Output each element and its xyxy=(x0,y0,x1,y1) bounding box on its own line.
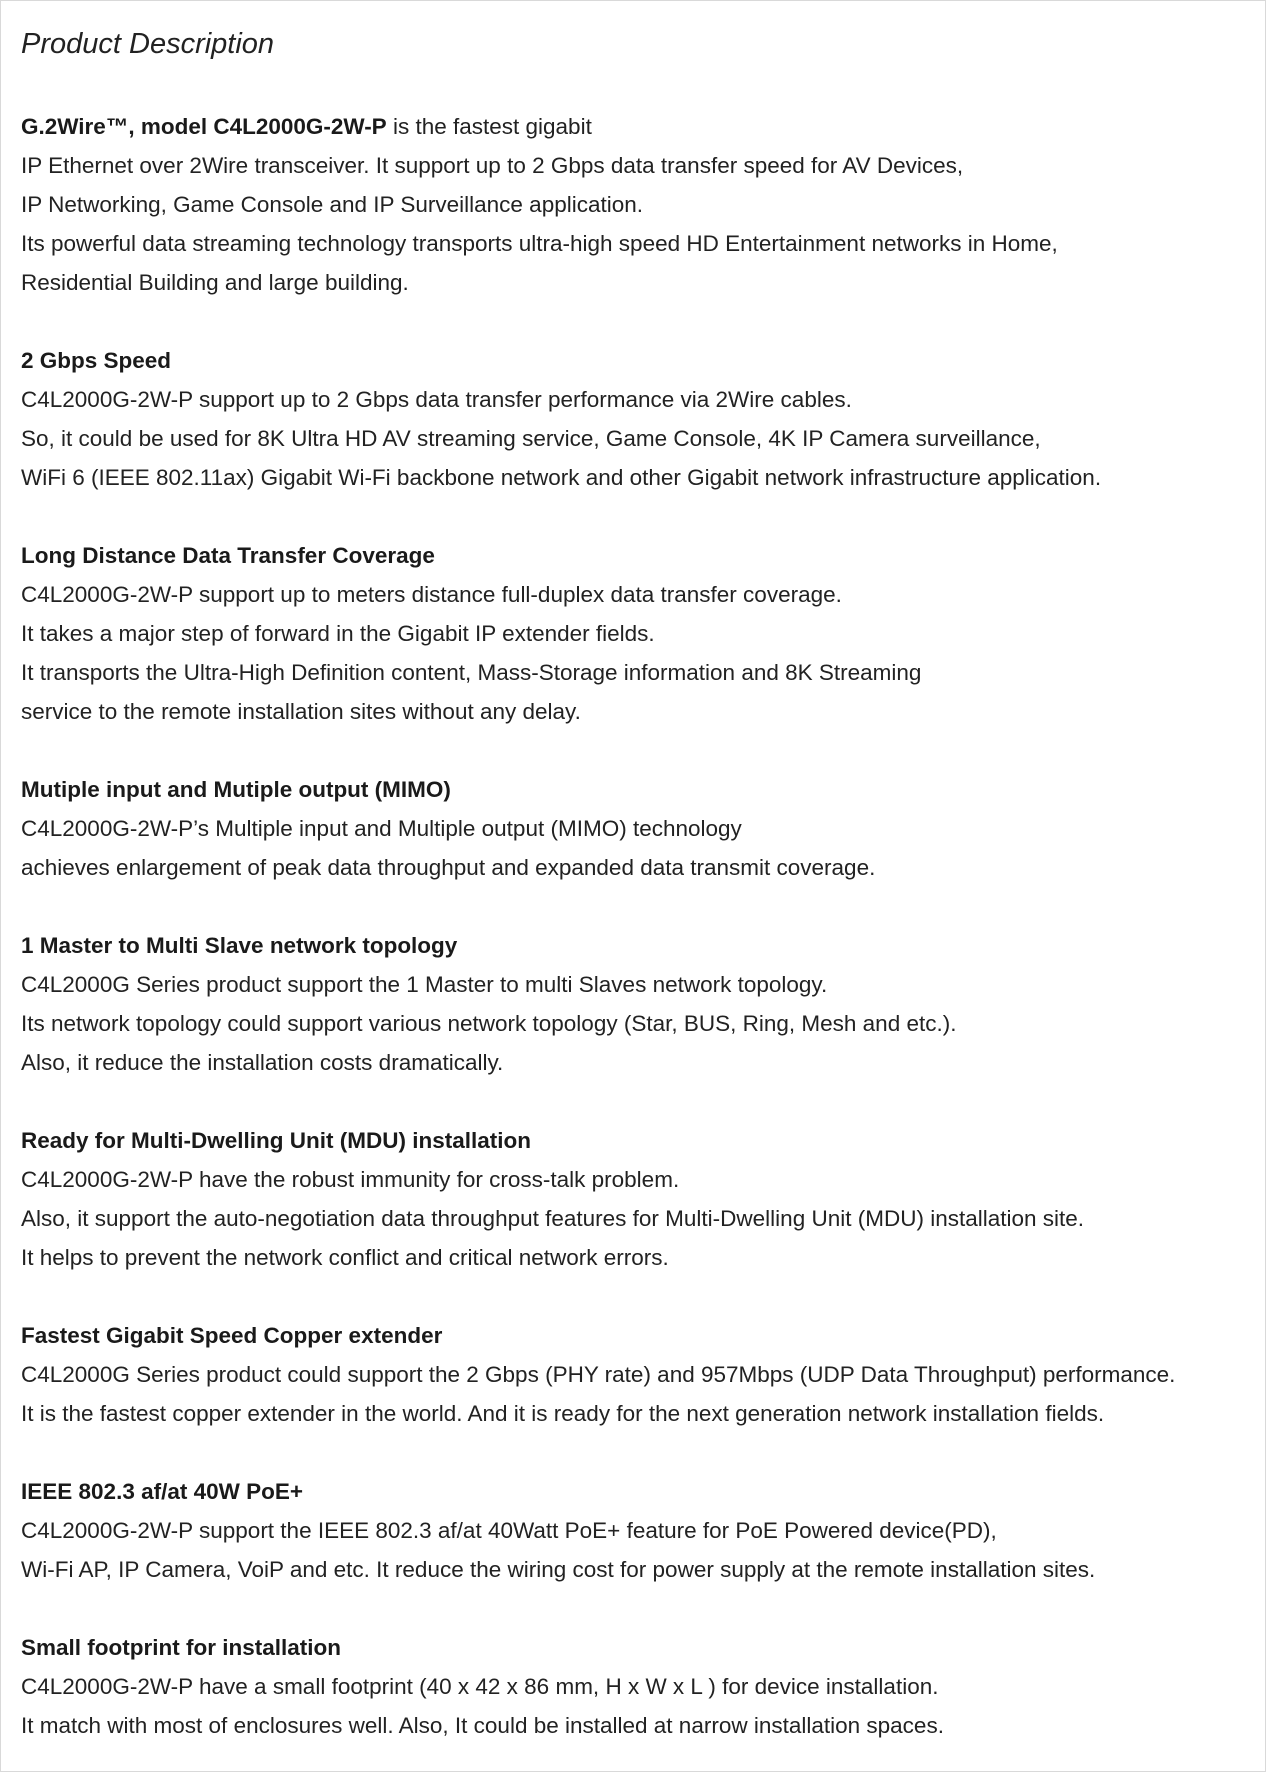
section-line: It is the fastest copper extender in the world. And it is ready for the next generation network installation fields. xyxy=(21,1401,1105,1426)
section-line: It transports the Ultra-High Definition content, Mass-Storage information and 8K Streaming xyxy=(21,660,922,685)
section-line: It takes a major step of forward in the Gigabit IP extender fields. xyxy=(21,621,655,646)
section-heading: Small footprint for installation xyxy=(21,1635,341,1660)
section-line: It match with most of enclosures well. Also, It could be installed at narrow installation spaces. xyxy=(21,1713,944,1738)
section-heading: 2 Gbps Speed xyxy=(21,348,172,373)
section-line: C4L2000G Series product support the 1 Master to multi Slaves network topology. xyxy=(21,972,828,997)
intro-lead-line xyxy=(21,107,1246,146)
section-heading: Long Distance Data Transfer Coverage xyxy=(21,543,435,568)
section-line: C4L2000G-2W-P support the IEEE 802.3 af/at 40Watt PoE+ feature for PoE Powered device(PD), xyxy=(21,1518,997,1543)
intro-lead-rest: is the fastest gigabit xyxy=(386,114,592,139)
section-line: It helps to prevent the network conflict and critical network errors. xyxy=(21,1245,669,1270)
section-line: Its network topology could support various network topology (Star, BUS, Ring, Mesh and etc.). xyxy=(21,1011,957,1036)
section-heading: IEEE 802.3 af/at 40W PoE+ xyxy=(21,1479,304,1504)
section-heading: 1 Master to Multi Slave network topology xyxy=(21,933,458,958)
intro-line: IP Ethernet over 2Wire transceiver. It support up to 2 Gbps data transfer speed for AV Devices, xyxy=(21,153,964,178)
section-long-distance xyxy=(21,536,1246,731)
section-line: C4L2000G-2W-P have a small footprint (40 x 42 x 86 mm, H x W x L ) for device installation. xyxy=(21,1674,939,1699)
intro-line: Residential Building and large building. xyxy=(21,270,409,295)
section-line: C4L2000G Series product could support the 2 Gbps (PHY rate) and 957Mbps (UDP Data Throughput) performance. xyxy=(21,1362,1176,1387)
section-line: achieves enlargement of peak data throughput and expanded data transmit coverage. xyxy=(21,855,876,880)
section-line: Also, it reduce the installation costs dramatically. xyxy=(21,1050,504,1075)
section-line: Wi-Fi AP, IP Camera, VoiP and etc. It reduce the wiring cost for power supply at the remote installation sites. xyxy=(21,1557,1096,1582)
section-line: C4L2000G-2W-P have the robust immunity for cross-talk problem. xyxy=(21,1167,680,1192)
intro-section xyxy=(21,107,1246,302)
intro-line: IP Networking, Game Console and IP Surveillance application. xyxy=(21,192,644,217)
section-line: service to the remote installation sites without any delay. xyxy=(21,699,581,724)
section-line: C4L2000G-2W-P support up to meters distance full-duplex data transfer coverage. xyxy=(21,582,842,607)
section-topology xyxy=(21,926,1246,1082)
section-heading: Mutiple input and Mutiple output (MIMO) xyxy=(21,777,451,802)
section-line: So, it could be used for 8K Ultra HD AV streaming service, Game Console, 4K IP Camera surveillance, xyxy=(21,426,1041,451)
section-line: WiFi 6 (IEEE 802.11ax) Gigabit Wi-Fi backbone network and other Gigabit network infrastructure application. xyxy=(21,465,1102,490)
section-mimo xyxy=(21,770,1246,887)
section-line: Also, it support the auto-negotiation data throughput features for Multi-Dwelling Unit (MDU) installation site. xyxy=(21,1206,1085,1231)
section-poe xyxy=(21,1472,1246,1589)
section-2gbps-speed xyxy=(21,341,1246,497)
section-line: C4L2000G-2W-P support up to 2 Gbps data transfer performance via 2Wire cables. xyxy=(21,387,852,412)
section-line: C4L2000G-2W-P’s Multiple input and Multiple output (MIMO) technology xyxy=(21,816,742,841)
intro-lead-bold: G.2Wire™, model C4L2000G-2W-P xyxy=(21,114,387,139)
page-title: Product Description xyxy=(21,28,275,60)
section-footprint xyxy=(21,1628,1246,1745)
intro-line: Its powerful data streaming technology transports ultra-high speed HD Entertainment networks in Home, xyxy=(21,231,1058,256)
section-heading: Fastest Gigabit Speed Copper extender xyxy=(21,1323,443,1348)
section-heading: Ready for Multi-Dwelling Unit (MDU) installation xyxy=(21,1128,531,1153)
section-copper-extender xyxy=(21,1316,1246,1433)
section-mdu xyxy=(21,1121,1246,1277)
